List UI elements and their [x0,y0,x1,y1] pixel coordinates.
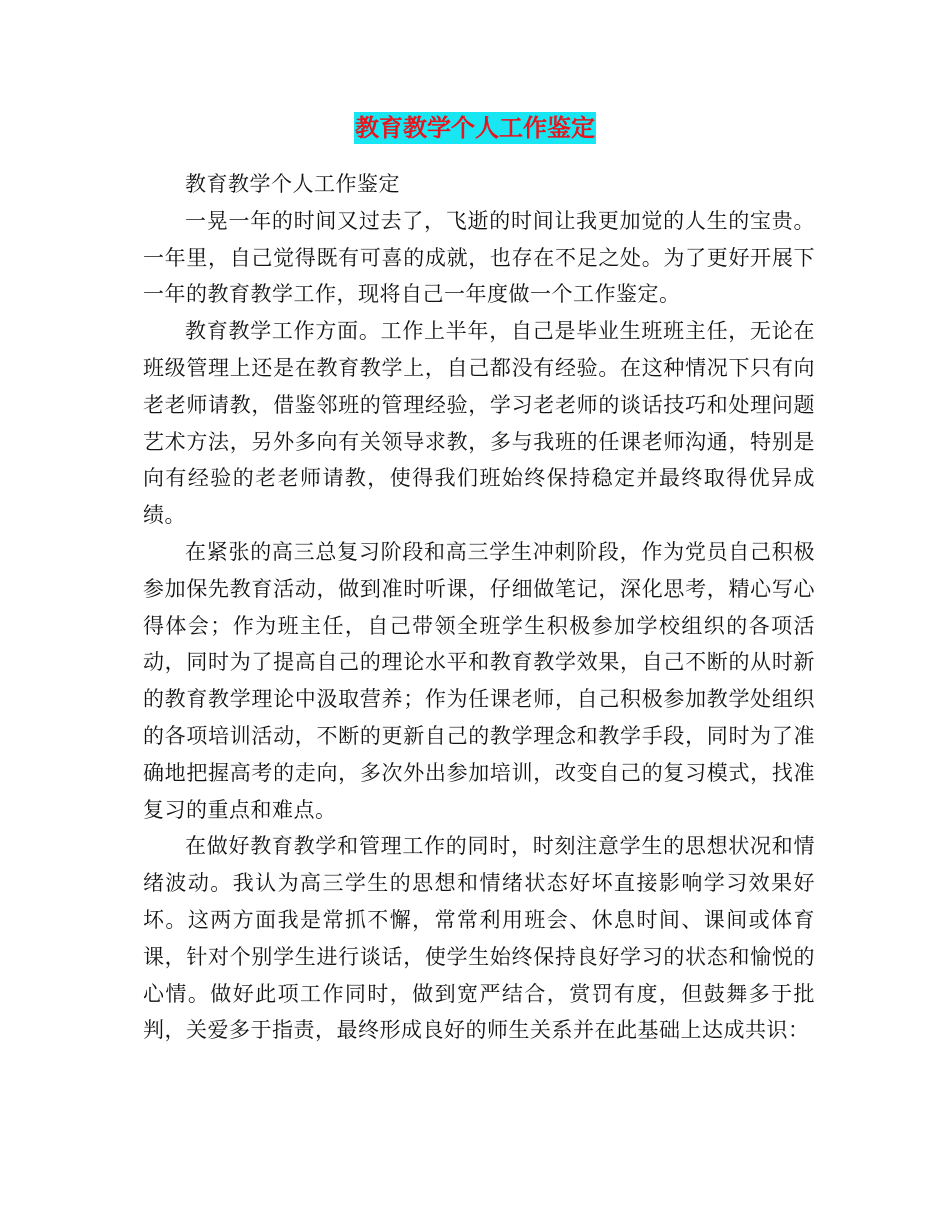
paragraph-student-care: 在做好教育教学和管理工作的同时，时刻注意学生的思想状况和情绪波动。我认为高三学生的思想和情绪状态好坏直接影响学习效果好坏。这两方面我是常抓不懈，常常利用班会、休息时间、课间或体育课，针对个别学生进行谈话，使学生始终保持良好学习的状态和愉悦的心情。做好此项工作同时，做到宽严结合，赏罚有度，但鼓舞多于批判，关爱多于指责，最终形成良好的师生关系并在此基础上达成共识： [143,834,815,1043]
paragraph-intro: 一晃一年的时间又过去了，飞逝的时间让我更加觉的人生的宝贵。一年里，自己觉得既有可喜的成就，也存在不足之处。为了更好开展下一年的教育教学工作，现将自己一年度做一个工作鉴定。 [143,208,815,307]
paragraph-teaching-work: 教育教学工作方面。工作上半年，自己是毕业生班班主任，无论在班级管理上还是在教育教学上，自己都没有经验。在这种情况下只有向老老师请教，借鉴邻班的管理经验，学习老老师的谈话技巧和处理问题艺术方法，另外多向有关领导求教，多与我班的任课老师沟通，特别是向有经验的老老师请教，使得我们班始终保持稳定并最终取得优异成绩。 [143,319,815,528]
document-body [143,166,815,1049]
title-container [0,112,950,144]
paragraph-exam-review: 在紧张的高三总复习阶段和高三学生冲刺阶段，作为党员自己积极参加保先教育活动，做到准时听课，仔细做笔记，深化思考，精心写心得体会；作为班主任，自己带领全班学生积极参加学校组织的各项活动，同时为了提高自己的理论水平和教育教学效果，自己不断的从时新的教育教学理论中汲取营养；作为任课老师，自己积极参加教学处组织的各项培训活动，不断的更新自己的教学理念和教学手段，同时为了准确地把握高考的走向，多次外出参加培训，改变自己的复习模式，找准复习的重点和难点。 [143,539,815,822]
paragraph-subtitle: 教育教学个人工作鉴定 [185,172,400,196]
document-title: 教育教学个人工作鉴定 [355,114,595,142]
